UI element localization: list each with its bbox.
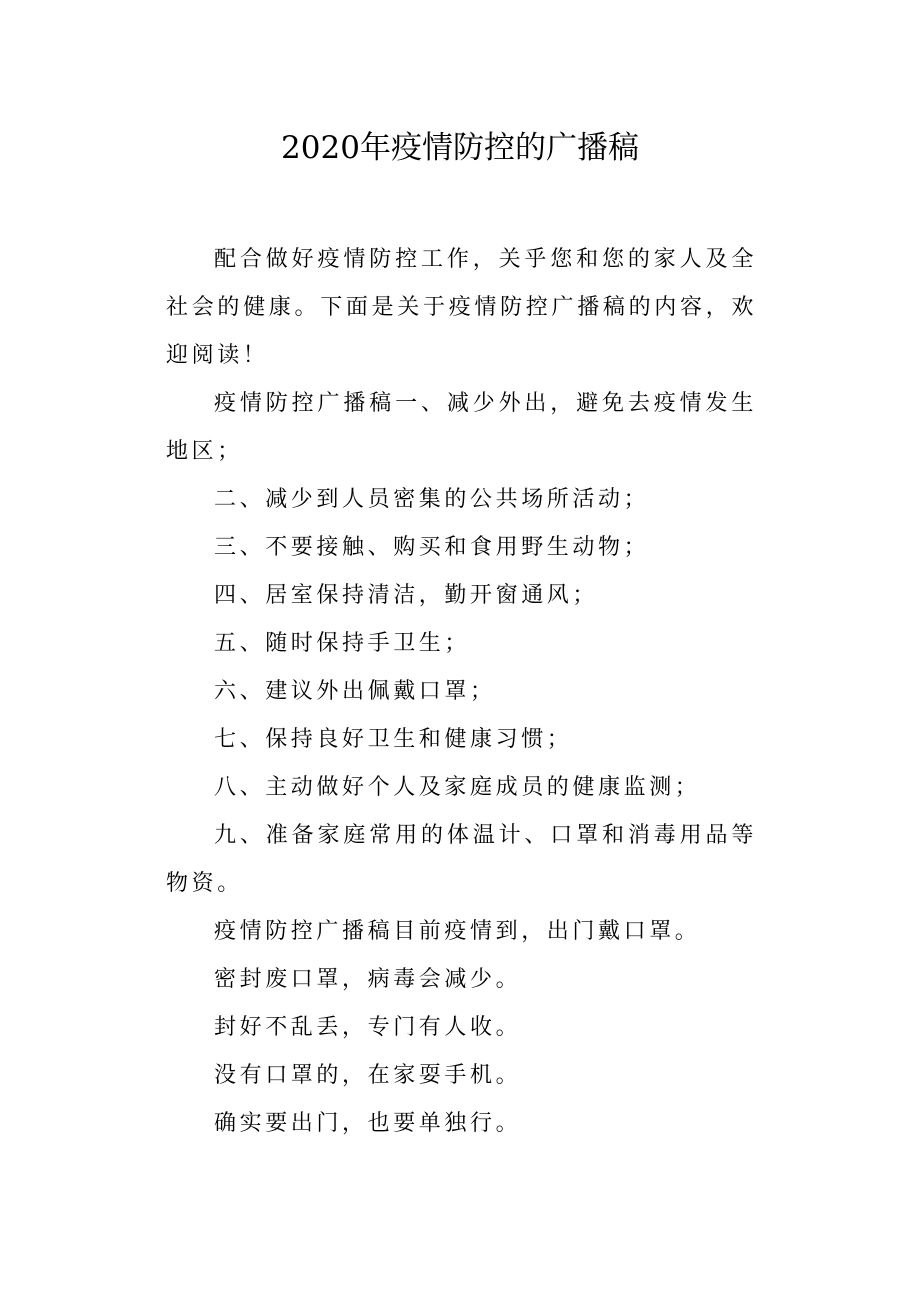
paragraph-item-4: 四、居室保持清洁，勤开窗通风； xyxy=(214,583,599,608)
paragraph-item-8: 八、主动做好个人及家庭成员的健康监测； xyxy=(214,775,701,800)
paragraph-item-2: 二、减少到人员密集的公共场所活动； xyxy=(214,487,650,512)
paragraph-item-6: 六、建议外出佩戴口罩； xyxy=(214,679,496,704)
paragraph-verse-3: 封好不乱丢，专门有人收。 xyxy=(214,1015,522,1040)
paragraph-verse-1: 疫情防控广播稿目前疫情到，出门戴口罩。 xyxy=(214,919,701,944)
paragraph-intro: 配合做好疫情防控工作，关乎您和您的家人及全社会的健康。下面是关于疫情防控广播稿的内容，欢迎阅读！ xyxy=(166,247,757,368)
paragraph-verse-2: 密封废口罩，病毒会减少。 xyxy=(214,967,522,992)
paragraph-item-3: 三、不要接触、购买和食用野生动物； xyxy=(214,535,650,560)
paragraph-item-7: 七、保持良好卫生和健康习惯； xyxy=(214,727,573,752)
document-title: 2020年疫情防控的广播稿 xyxy=(281,130,639,166)
paragraph-verse-5: 确实要出门，也要单独行。 xyxy=(214,1111,522,1136)
paragraph-item-5: 五、随时保持手卫生； xyxy=(214,631,471,656)
paragraph-item-1: 疫情防控广播稿一、减少外出，避免去疫情发生地区； xyxy=(166,391,757,464)
paragraph-item-9: 九、准备家庭常用的体温计、口罩和消毒用品等物资。 xyxy=(166,823,757,896)
paragraph-verse-4: 没有口罩的，在家耍手机。 xyxy=(214,1063,522,1088)
document-body xyxy=(166,236,757,1148)
